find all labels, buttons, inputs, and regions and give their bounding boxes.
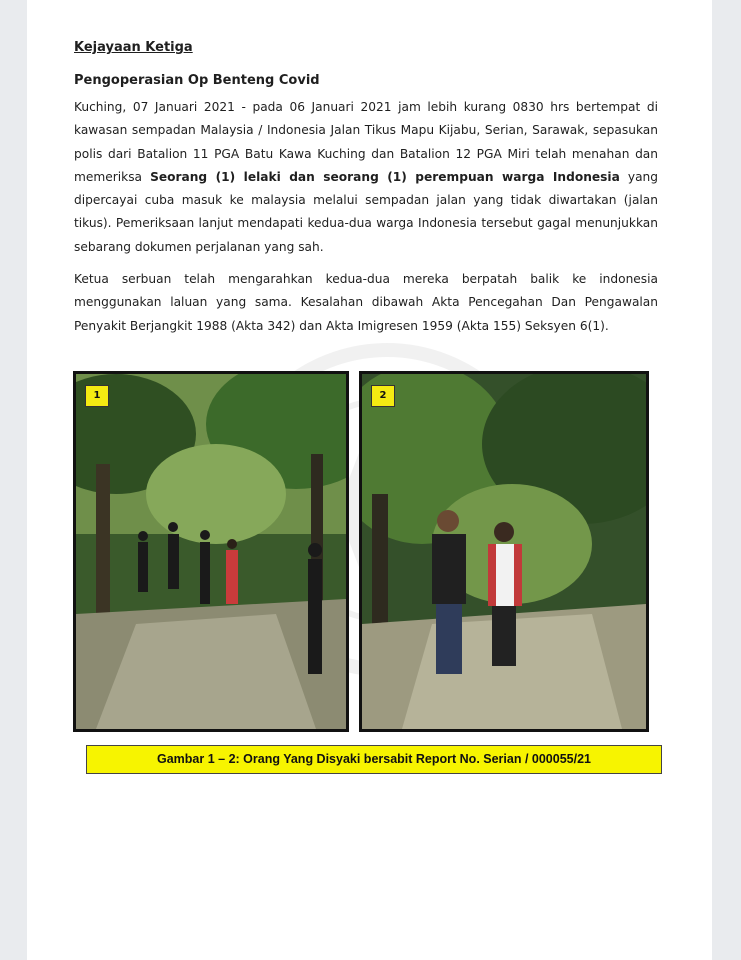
paragraph-1-end: yang dipercayai cuba masuk ke malaysia melalui sempadan jalan yang tidak diwartakan (jalan tikus). Pemeriksaan lanjut mendapati kedua-dua warga Indonesia tersebut gagal menunjukkan sebarang dokumen perjalanan yang sah. <box>74 169 659 254</box>
subtitle: Pengoperasian Op Benteng Covid <box>74 73 320 88</box>
paragraph-2: Ketua serbuan telah mengarahkan kedua-dua mereka berpatah balik ke indonesia menggunakan laluan yang sama. Kesalahan dibawah Akta Pencegahan Dan Pengawalan Penyakit Berjangkit 1988 (Akta 342) dan Akta Imigresen 1959 (Akta 155) Seksyen 6(1). <box>74 272 658 333</box>
photo-1-number: 1 <box>85 385 109 407</box>
paragraph-1-start: Kuching, 07 Januari 2021 - pada 06 Januari 2021 jam lebih kurang 0830 hrs bertempat di kawasan sempadan Malaysia / Indonesia Jalan Tikus Mapu Kijabu, Serian, Sarawak, sepasukan polis dari Batalion 11 PGA Batu Kawa Kuching dan Batalion 12 PGA Miri telah menahan dan memeriksa <box>74 100 658 184</box>
section-title: Kejayaan Ketiga <box>74 40 193 55</box>
document-body <box>74 40 658 347</box>
photo-2 <box>359 371 649 732</box>
photo-1-image <box>76 374 346 729</box>
figure-caption: Gambar 1 – 2: Orang Yang Disyaki bersabit Report No. Serian / 000055/21 <box>86 745 662 774</box>
paragraph-1-bold: Seorang (1) lelaki dan seorang (1) perempuan warga Indonesia <box>150 169 620 184</box>
photo-2-number: 2 <box>371 385 395 407</box>
paragraph-1 <box>74 96 658 259</box>
photo-1 <box>73 371 349 732</box>
photo-2-image <box>362 374 646 729</box>
